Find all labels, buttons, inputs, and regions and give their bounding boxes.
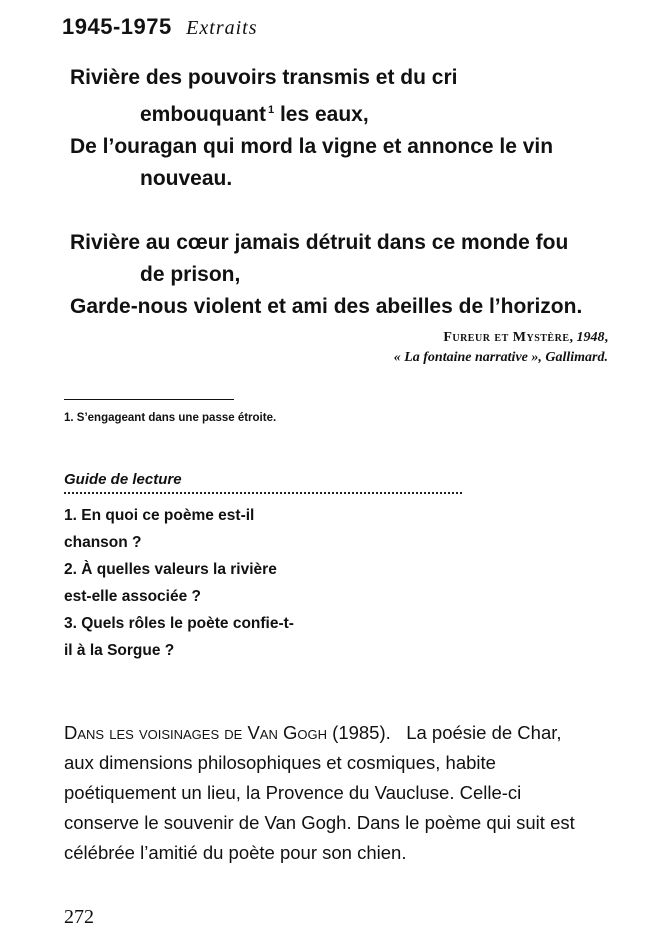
guide-title: Guide de lecture: [64, 471, 182, 488]
poem-line: [70, 94, 630, 131]
intro-text: La poésie de Char, aux dimensions philosophiques et cosmiques, habite poétiquement un lieu, la Provence du Vaucluse. Celle-ci conserve le souvenir de Van Gogh. Dans le poème qui suit est célébrée l’amitié du poète pour son chien.: [64, 722, 575, 863]
footnote-ref: 1: [268, 104, 275, 116]
poem: [70, 62, 630, 323]
source-collection: Fureur et Mystère: [443, 330, 570, 345]
period-years: 1945-1975: [62, 14, 172, 39]
intro-paragraph: [64, 718, 584, 868]
source-publisher: Gallimard: [545, 350, 605, 365]
source-year: 1948: [576, 330, 605, 345]
source-citation: [394, 328, 608, 368]
guide-questions: [64, 502, 294, 664]
page-header: [62, 14, 258, 40]
intro-lead: Dans les voisinages de Van Gogh: [64, 722, 328, 743]
poem-line-tail: les eaux,: [274, 103, 369, 126]
dotted-divider: [64, 492, 462, 494]
poem-line: nouveau.: [140, 167, 233, 190]
page-number: 272: [64, 906, 94, 928]
footnote-divider: [64, 399, 234, 400]
section-label: Extraits: [186, 17, 258, 39]
source-line-1: Fureur et Mystère, 1948,: [443, 330, 608, 345]
guide-question: 2. À quelles valeurs la rivière est-elle associée ?: [64, 561, 277, 605]
stanza-gap: [70, 195, 630, 227]
poem-word: embouquant: [140, 103, 266, 126]
source-section: « La fontaine narrative »: [393, 350, 539, 365]
guide-question: 1. En quoi ce poème est-il chanson ?: [64, 507, 255, 551]
source-line-2: « La fontaine narrative », Gallimard.: [393, 350, 608, 365]
stanza-2: [70, 227, 630, 323]
poem-line: De l’ouragan qui mord la vigne et annonce le vin: [70, 135, 554, 158]
poem-line: Garde-nous violent et ami des abeilles de l’horizon.: [70, 295, 583, 318]
poem-line: Rivière au cœur jamais détruit dans ce monde fou: [70, 231, 569, 254]
guide-question: 3. Quels rôles le poète confie-t-il à la Sorgue ?: [64, 615, 294, 659]
footnote: 1. S’engageant dans une passe étroite.: [64, 412, 277, 424]
stanza-1: [70, 62, 630, 195]
poem-line: Rivière des pouvoirs transmis et du cri: [70, 66, 458, 89]
reading-guide: [64, 470, 464, 664]
poem-line: de prison,: [140, 263, 241, 286]
intro-year: (1985).: [332, 722, 391, 743]
